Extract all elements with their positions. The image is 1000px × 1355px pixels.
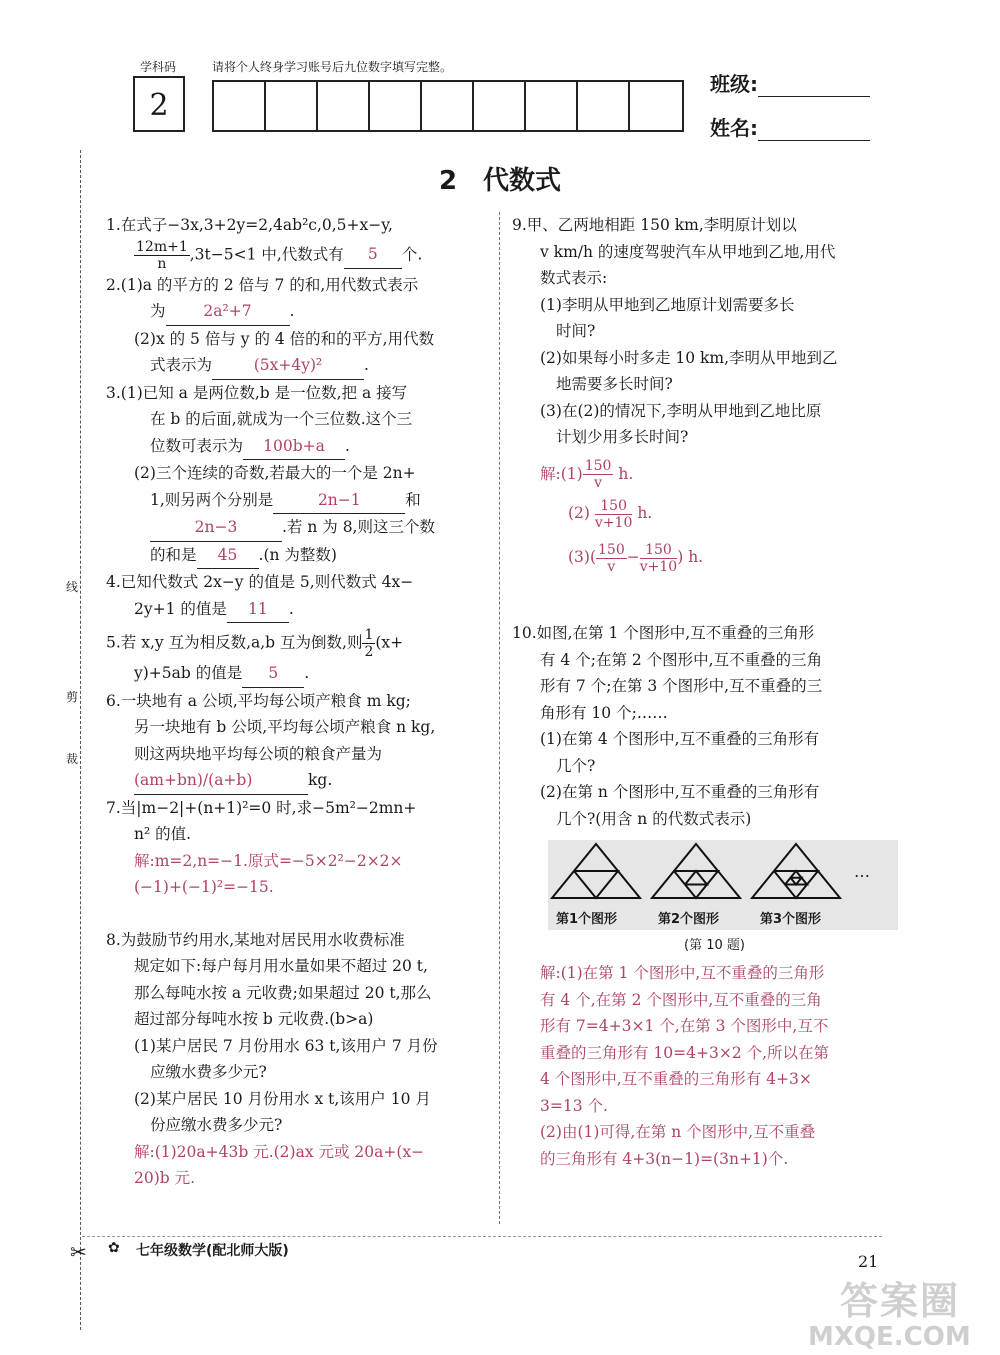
q9-frac-3a: $\frac{150}{v}$ [598, 541, 625, 575]
q8-solution-1: 解:(1)20a+43b 元.(2)ax 元或 20a+(x− [134, 1142, 425, 1161]
cut-line [80, 150, 81, 1330]
q9-line8: (3)在(2)的情况下,李明从甲地到乙地比原 [540, 401, 822, 420]
q2-line3: (2)x 的 5 倍与 y 的 4 倍的和的平方,用代数 [134, 329, 435, 348]
q9-line5: 时间? [556, 322, 596, 340]
q8-line3: 那么每吨水按 a 元收费;如果超过 20 t,那么 [134, 983, 432, 1002]
q5-line2: y)+5ab 的值是 5 . [106, 660, 486, 688]
page-title: 2 代数式 [438, 166, 562, 196]
q5-line1: 5.若 x,y 互为相反数,a,b 互为倒数,则 $\frac{1}{2}$ (x+ [106, 627, 404, 660]
q3-line5: 1,则另两个分别是 2n−1 和 [106, 487, 486, 515]
q7-line1: 7.当|m−2|+(n+1)²=0 时,求−5m²−2mn+ [106, 798, 417, 817]
q3-line3: 位数可表示为 100b+a . [106, 433, 486, 461]
cut-mark-3: 裁 [66, 752, 79, 766]
q5-answer[interactable]: 5 [242, 660, 304, 688]
cut-mark-1: 线 [66, 580, 79, 594]
name-field[interactable] [710, 112, 870, 141]
q8-line8: 份应缴水费多少元? [150, 1116, 283, 1134]
q6-line3: 则这两块地平均每公顷的粮食产量为 [134, 744, 383, 763]
q9-line2: v km/h 的速度驾驶汽车从甲地到乙地,用代 [540, 242, 836, 261]
cut-mark-2: 剪 [66, 690, 79, 704]
q10-solution-5: 4 个图形中,互不重叠的三角形有 4+3× [540, 1070, 812, 1088]
q3-line4: (2)三个连续的奇数,若最大的一个是 2n+ [134, 464, 416, 482]
q9-solution-1: 解:(1) $\frac{150}{v}$ h. [540, 458, 634, 491]
q9-line3: 数式表示: [540, 269, 608, 287]
q10-solution-1: 解:(1)在第 1 个图形中,互不重叠的三角形 [540, 964, 825, 982]
q10-solution-8: 的三角形有 4+3(n−1)=(3n+1)个. [540, 1149, 789, 1168]
class-field[interactable] [710, 68, 870, 97]
q3-answer-3[interactable]: 2n−3 [150, 514, 282, 542]
digit-box[interactable] [630, 82, 682, 130]
q10-block [512, 620, 900, 832]
q8-line2: 规定如下:每户每月用水量如果不超过 20 t, [134, 957, 428, 975]
q10-line3: 形有 7 个;在第 3 个图形中,互不重叠的三 [540, 677, 823, 695]
digit-box[interactable] [422, 82, 474, 130]
subject-code-box: 2 [133, 76, 185, 132]
q9-line6: (2)如果每小时多走 10 km,李明从甲地到乙 [540, 348, 838, 367]
q4-line2: 2y+1 的值是 11 . [106, 596, 486, 624]
page-number: 21 [858, 1252, 879, 1271]
q6-line4: (am+bn)/(a+b) kg. [106, 767, 486, 795]
q4-answer[interactable]: 11 [227, 596, 289, 624]
q8-line7: (2)某户居民 10 月份用水 x t,该用户 10 月 [134, 1089, 431, 1108]
q6-line2: 另一块地有 b 公顷,平均每公顷产粮食 n kg, [134, 718, 436, 736]
q3-answer-4[interactable]: 45 [197, 542, 259, 570]
q7-solution-2: (−1)+(−1)²=−15. [134, 878, 274, 896]
name-line [758, 120, 870, 141]
watermark-url: MXQE.COM [808, 1322, 971, 1352]
flower-icon: ✿ [108, 1240, 120, 1256]
figure-label-3: 第3个图形 [760, 912, 822, 927]
digit-box[interactable] [214, 82, 266, 130]
q10-figure [548, 840, 898, 930]
q8-line1: 8.为鼓励节约用水,某地对居民用水收费标准 [106, 930, 405, 949]
q8-line4: 超过部分每吨水按 b 元收费.(b>a) [134, 1010, 374, 1028]
q3-line7: 的和是 45 .(n 为整数) [106, 542, 486, 570]
instruction-text: 请将个人终身学习账号后九位数字填写完整。 [212, 60, 453, 74]
q10-solution-6: 3=13 个. [540, 1096, 608, 1115]
q1-answer[interactable]: 5 [344, 241, 402, 269]
q10-line5: (1)在第 4 个图形中,互不重叠的三角形有 [540, 730, 820, 748]
q10-line1: 10.如图,在第 1 个图形中,互不重叠的三角形 [512, 624, 815, 642]
q9-line9: 计划少用多长时间? [556, 428, 689, 446]
book-title: 七年级数学(配北师大版) [136, 1243, 289, 1259]
watermark-logo: 答案圈 [840, 1279, 961, 1323]
q2-line1: 2.(1)a 的平方的 2 倍与 7 的和,用代数式表示 [106, 275, 419, 294]
q5-fraction: $\frac{1}{2}$ [364, 627, 374, 660]
q9-line1: 9.甲、乙两地相距 150 km,李明原计划以 [512, 216, 797, 234]
q10-line2: 有 4 个;在第 2 个图形中,互不重叠的三角 [540, 650, 823, 669]
q10-solution-3: 形有 7=4+3×1 个,在第 3 个图形中,互不 [540, 1017, 829, 1035]
figure-ellipsis: … [854, 862, 870, 881]
q10-solution-4: 重叠的三角形有 10=4+3×2 个,所以在第 [540, 1043, 830, 1062]
q7-solution-1: 解:m=2,n=−1.原式=−5×2²−2×2× [134, 851, 403, 870]
q9-solution-2: (2) $\frac{150}{v+10}$ h. [568, 497, 653, 531]
q10-solution [540, 960, 900, 1172]
digit-box[interactable] [266, 82, 318, 130]
digit-box[interactable] [370, 82, 422, 130]
q9-frac-3b: $\frac{150}{v+10}$ [639, 541, 678, 575]
figure-label-2: 第2个图形 [658, 912, 720, 927]
footer-rule [82, 1236, 882, 1237]
q10-solution-2: 有 4 个,在第 2 个图形中,互不重叠的三角 [540, 990, 822, 1009]
q1-fraction: $\frac{12m+1}{n}$ [136, 238, 188, 272]
q2-answer-2[interactable]: (5x+4y)² [212, 352, 364, 380]
class-line [758, 76, 870, 97]
q2-line2: 为 2a²+7 . [106, 298, 486, 326]
q10-line6: 几个? [556, 756, 596, 775]
q9-solution-3: (3)( $\frac{150}{v}$ − $\frac{150}{v+10}$ ) h. [568, 541, 704, 575]
q10-line7: (2)在第 n 个图形中,互不重叠的三角形有 [540, 783, 820, 801]
q3-answer-1[interactable]: 100b+a [243, 433, 345, 461]
scissors-icon: ✂ [70, 1240, 87, 1264]
left-column [106, 212, 486, 1192]
q10-line8: 几个?(用含 n 的代数式表示) [556, 809, 752, 828]
q2-answer-1[interactable]: 2a²+7 [166, 298, 290, 326]
q6-answer[interactable]: (am+bn)/(a+b) [134, 767, 308, 795]
digit-box[interactable] [578, 82, 630, 130]
q8-solution-2: 20)b 元. [134, 1169, 196, 1187]
q9-line7: 地需要多长时间? [556, 375, 673, 393]
q8-line6: 应缴水费多少元? [150, 1063, 267, 1081]
class-label: 班级: [710, 72, 758, 96]
q8-line5: (1)某户居民 7 月份用水 63 t,该用户 7 月份 [134, 1036, 438, 1055]
q7-line2: n² 的值. [134, 825, 192, 843]
q3-line1: 3.(1)已知 a 是两位数,b 是一位数,把 a 接写 [106, 383, 408, 402]
figure-caption: (第 10 题) [684, 938, 745, 953]
q9-frac-1: $\frac{150}{v}$ [584, 458, 612, 491]
q10-line4: 角形有 10 个;…… [540, 703, 668, 722]
subject-code-label: 学科码 [140, 60, 177, 74]
q9-frac-2: $\frac{150}{v+10}$ [594, 497, 633, 531]
q3-line6: 2n−3 .若 n 为 8,则这三个数 [106, 514, 486, 542]
q9-line4: (1)李明从甲地到乙地原计划需要多长 [540, 295, 795, 314]
q3-answer-2[interactable]: 2n−1 [273, 487, 405, 515]
q1-line1: 1.在式子−3x,3+2y=2,4ab²c,0,5+x−y, [106, 216, 393, 234]
q3-line2: 在 b 的后面,就成为一个三位数.这个三 [150, 410, 413, 428]
q2-line4: 式表示为 (5x+4y)² . [106, 352, 486, 380]
q10-solution-7: (2)由(1)可得,在第 n 个图形中,互不重叠 [540, 1123, 816, 1141]
column-divider [499, 212, 500, 1224]
q6-line1: 6.一块地有 a 公顷,平均每公顷产粮食 m kg; [106, 691, 411, 710]
digit-box[interactable] [318, 82, 370, 130]
right-column [512, 212, 900, 579]
account-digit-boxes[interactable] [212, 80, 684, 132]
digit-box[interactable] [474, 82, 526, 130]
name-label: 姓名: [710, 116, 758, 140]
q1-line2: $\frac{12m+1}{n}$ ,3t−5<1 中,代数式有 5 个. [136, 238, 423, 272]
figure-label-1: 第1个图形 [556, 912, 618, 927]
q4-line1: 4.已知代数式 2x−y 的值是 5,则代数式 4x− [106, 573, 414, 591]
digit-box[interactable] [526, 82, 578, 130]
